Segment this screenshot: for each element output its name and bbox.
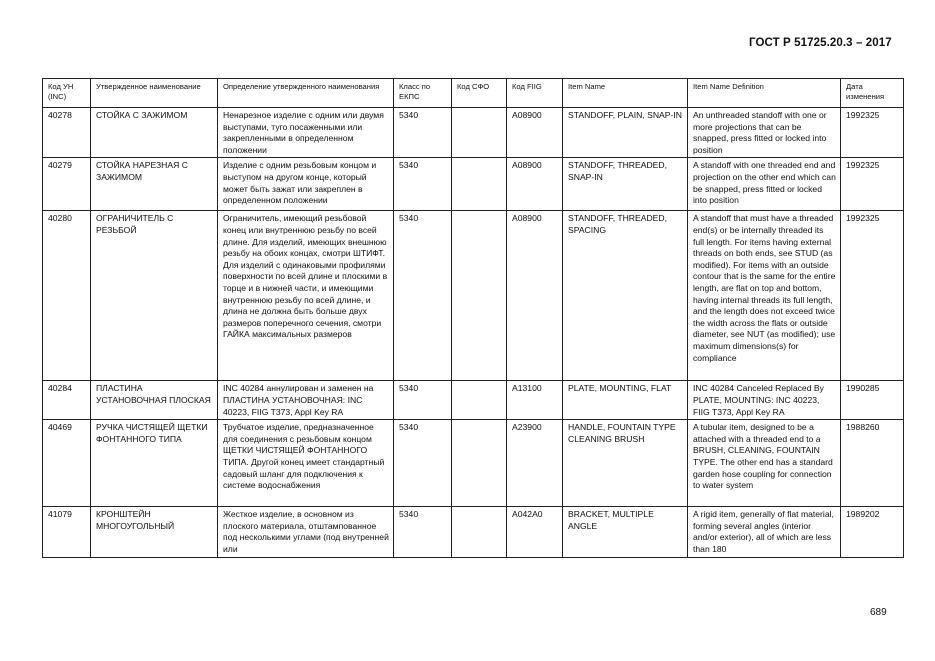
cell-sfo-code: [452, 507, 507, 557]
cell-approved-name: СТОЙКА НАРЕЗНАЯ С ЗАЖИМОМ: [91, 158, 218, 211]
cell-inc: 41079: [43, 507, 91, 557]
cell-definition: Изделие с одним резьбовым концом и выступом на другом конце, который может быть зажат или закреплен в определенном положении: [218, 158, 394, 211]
table-row: [43, 381, 904, 420]
cell-change-date: 1989202: [841, 507, 904, 557]
cell-fiig-code: A042A0: [507, 507, 563, 557]
cell-definition: Жесткое изделие, в основном из плоского материала, отштампованное под несколькими углами (под внутренней или: [218, 507, 394, 557]
document-title: ГОСТ Р 51725.20.3 – 2017: [749, 37, 892, 49]
cell-item-name-definition: A tubular item, designed to be a attached with a threaded end to a BRUSH, CLEANING, FOUNTAIN TYPE. The other end has a standard garden hose coupling for connection to water system: [688, 420, 841, 507]
table-row: [43, 420, 904, 507]
cell-definition: Ненарезное изделие с одним или двумя выступами, туго посаженными или закрепленными в определенном положении: [218, 108, 394, 158]
table-header-row: [43, 79, 904, 108]
header-approved-name: Утвержденное наименование: [91, 79, 218, 108]
cell-sfo-code: [452, 211, 507, 381]
cell-ekps-class: 5340: [394, 381, 452, 420]
header-inc: Код УН (INC): [43, 79, 91, 108]
cell-change-date: 1992325: [841, 158, 904, 211]
header-fiig-code: Код FIIG: [507, 79, 563, 108]
cell-item-name-definition: A rigid item, generally of flat material, forming several angles (interior and/or exterior), all of which are less than 180: [688, 507, 841, 557]
cell-item-name: PLATE, MOUNTING, FLAT: [563, 381, 688, 420]
cell-item-name-definition: A standoff with one threaded end and projection on the other end which can be snapped, press fitted or locked into position: [688, 158, 841, 211]
cell-sfo-code: [452, 381, 507, 420]
cell-approved-name: СТОЙКА С ЗАЖИМОМ: [91, 108, 218, 158]
cell-fiig-code: A08900: [507, 158, 563, 211]
cell-item-name: STANDOFF, PLAIN, SNAP-IN: [563, 108, 688, 158]
cell-sfo-code: [452, 420, 507, 507]
cell-ekps-class: 5340: [394, 211, 452, 381]
header-item-name: Item Name: [563, 79, 688, 108]
cell-approved-name: ПЛАСТИНА УСТАНОВОЧНАЯ ПЛОСКАЯ: [91, 381, 218, 420]
cell-ekps-class: 5340: [394, 507, 452, 557]
cell-sfo-code: [452, 158, 507, 211]
cell-fiig-code: A08900: [507, 108, 563, 158]
table-row: [43, 108, 904, 158]
item-names-table: [42, 78, 904, 558]
cell-inc: 40279: [43, 158, 91, 211]
cell-item-name: BRACKET, MULTIPLE ANGLE: [563, 507, 688, 557]
cell-fiig-code: A23900: [507, 420, 563, 507]
cell-item-name: STANDOFF, THREADED, SNAP-IN: [563, 158, 688, 211]
header-change-date: Дата изменения: [841, 79, 904, 108]
cell-item-name: STANDOFF, THREADED, SPACING: [563, 211, 688, 381]
cell-item-name-definition: An unthreaded standoff with one or more projections that can be snapped, press fitted or locked into position: [688, 108, 841, 158]
header-sfo-code: Код СФО: [452, 79, 507, 108]
cell-item-name: HANDLE, FOUNTAIN TYPE CLEANING BRUSH: [563, 420, 688, 507]
table-row: [43, 158, 904, 211]
cell-definition: Ограничитель, имеющий резьбовой конец или внутреннюю резьбу по всей длине. Для изделий, имеющих внешнюю резьбу на обоих концах, смотри ШТИФТ. Для изделий с одинаковыми профилями поверхности по всей длине и плоскими в торце и в нижней части, и имеющими внутреннюю резьбу по всей длине, и длина не должна быть больше двух размеров поперечного сечения, смотри ГАЙКА максимальных размеров: [218, 211, 394, 381]
header-definition: Определение утвержденного наименования: [218, 79, 394, 108]
cell-ekps-class: 5340: [394, 420, 452, 507]
cell-approved-name: ОГРАНИЧИТЕЛЬ С РЕЗЬБОЙ: [91, 211, 218, 381]
table-row: [43, 211, 904, 381]
cell-change-date: 1990285: [841, 381, 904, 420]
cell-change-date: 1992325: [841, 108, 904, 158]
cell-inc: 40280: [43, 211, 91, 381]
cell-item-name-definition: INC 40284 Canceled Replaced By PLATE, MOUNTING: INC 40223, FIIG T373, Appl Key RA: [688, 381, 841, 420]
cell-fiig-code: A08900: [507, 211, 563, 381]
cell-approved-name: КРОНШТЕЙН МНОГОУГОЛЬНЫЙ: [91, 507, 218, 557]
cell-ekps-class: 5340: [394, 158, 452, 211]
cell-change-date: 1992325: [841, 211, 904, 381]
cell-definition: INC 40284 аннулирован и заменен на ПЛАСТИНА УСТАНОВОЧНАЯ: INC 40223, FIIG T373, Appl Key RA: [218, 381, 394, 420]
cell-definition: Трубчатое изделие, предназначенное для соединения с резьбовым концом ЩЕТКИ ЧИСТЯЩЕЙ ФОНТАННОГО ТИПА. Другой конец имеет стандартный садовый шланг для подключения к системе водоснабжения: [218, 420, 394, 507]
cell-inc: 40469: [43, 420, 91, 507]
page-number: 689: [870, 607, 887, 618]
cell-sfo-code: [452, 108, 507, 158]
cell-item-name-definition: A standoff that must have a threaded end(s) or be internally threaded its full length. For items having external threads on both ends, see STUD (as modified). For items with an outside contour that is the same for the entire length, are flat on top and bottom, having internal threads its full length, and the length does not exceed twice the width across the flats or outside diameter, see NUT (as modified); use maximum dimensions(s) for compliance: [688, 211, 841, 381]
cell-approved-name: РУЧКА ЧИСТЯЩЕЙ ЩЕТКИ ФОНТАННОГО ТИПА: [91, 420, 218, 507]
cell-ekps-class: 5340: [394, 108, 452, 158]
cell-inc: 40278: [43, 108, 91, 158]
cell-change-date: 1988260: [841, 420, 904, 507]
cell-inc: 40284: [43, 381, 91, 420]
header-ekps-class: Класс по ЕКПС: [394, 79, 452, 108]
cell-fiig-code: A13100: [507, 381, 563, 420]
table-row: [43, 507, 904, 557]
header-item-name-definition: Item Name Definition: [688, 79, 841, 108]
